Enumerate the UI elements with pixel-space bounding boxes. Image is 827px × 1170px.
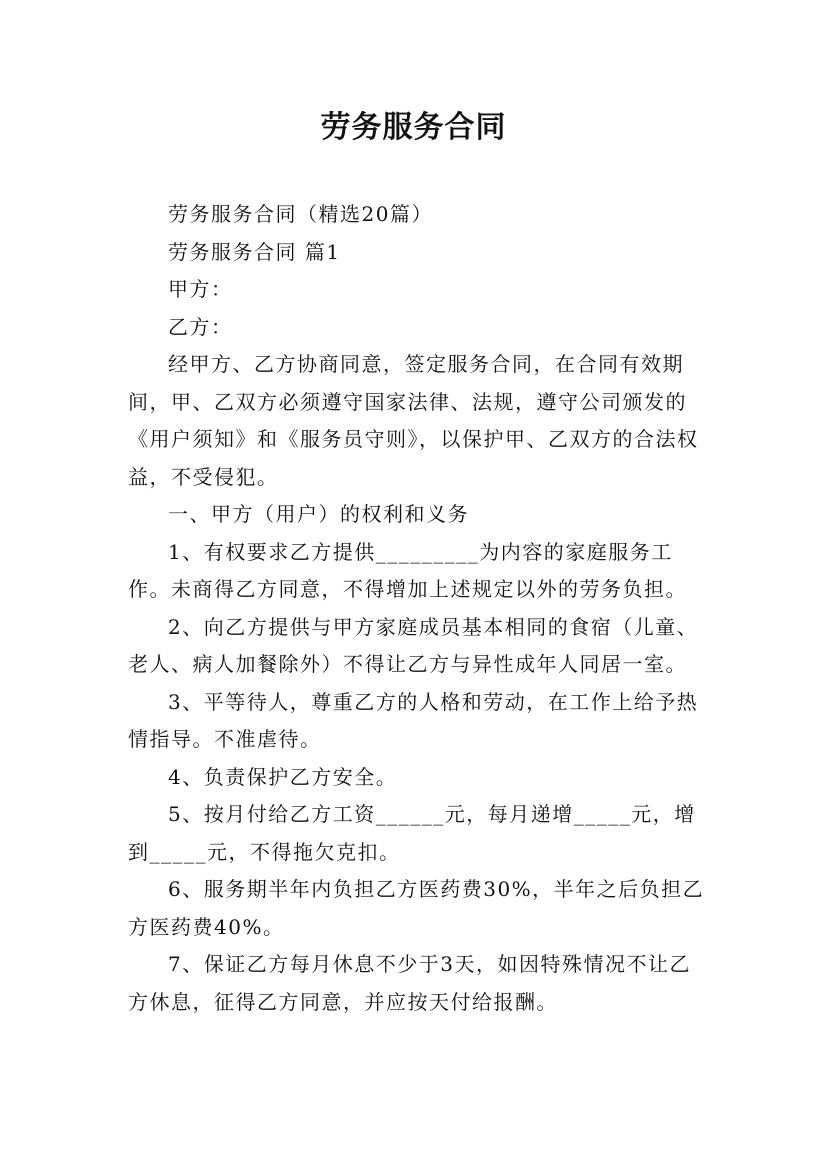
paragraph-article-heading: 劳务服务合同 篇1 xyxy=(168,239,341,264)
paragraph-clause-5: 5、按月付给乙方工资______元，每月递增_____元，增到_____元，不得拖欠克扣。 xyxy=(128,802,696,864)
paragraph-clause-7: 7、保证乙方每月休息不少于3天，如因特殊情况不让乙方休息，征得乙方同意，并应按天付给报酬。 xyxy=(128,952,691,1014)
paragraph-clause-2: 2、向乙方提供与甲方家庭成员基本相同的食宿（儿童、老人、病人加餐除外）不得让乙方与异性成年人同居一室。 xyxy=(128,614,699,676)
paragraph-preamble: 经甲方、乙方协商同意，签定服务合同，在合同有效期间，甲、乙双方必须遵守国家法律、法规，遵守公司颁发的《用户须知》和《服务员守则》，以保护甲、乙双方的合法权益，不受侵犯。 xyxy=(128,352,699,489)
paragraph-clause-4: 4、负责保护乙方安全。 xyxy=(168,764,398,789)
paragraph-subtitle: 劳务服务合同（精选20篇） xyxy=(168,202,433,226)
paragraph-clause-1: 1、有权要求乙方提供_________为内容的家庭服务工作。未商得乙方同意，不得增加上述规定以外的劳务负担。 xyxy=(128,539,687,601)
paragraph-party-a: 甲方： xyxy=(168,277,233,301)
paragraph-clause-6: 6、服务期半年内负担乙方医药费30%，半年之后负担乙方医药费40%。 xyxy=(128,877,705,939)
paragraph-section-heading: 一、甲方（用户）的权利和义务 xyxy=(168,502,469,526)
document-body xyxy=(128,196,708,1021)
document-title: 劳务服务合同 xyxy=(320,110,507,145)
paragraph-clause-3: 3、平等待人，尊重乙方的人格和劳动，在工作上给予热情指导。不准虐待。 xyxy=(128,689,699,751)
paragraph-party-b: 乙方： xyxy=(168,314,233,339)
